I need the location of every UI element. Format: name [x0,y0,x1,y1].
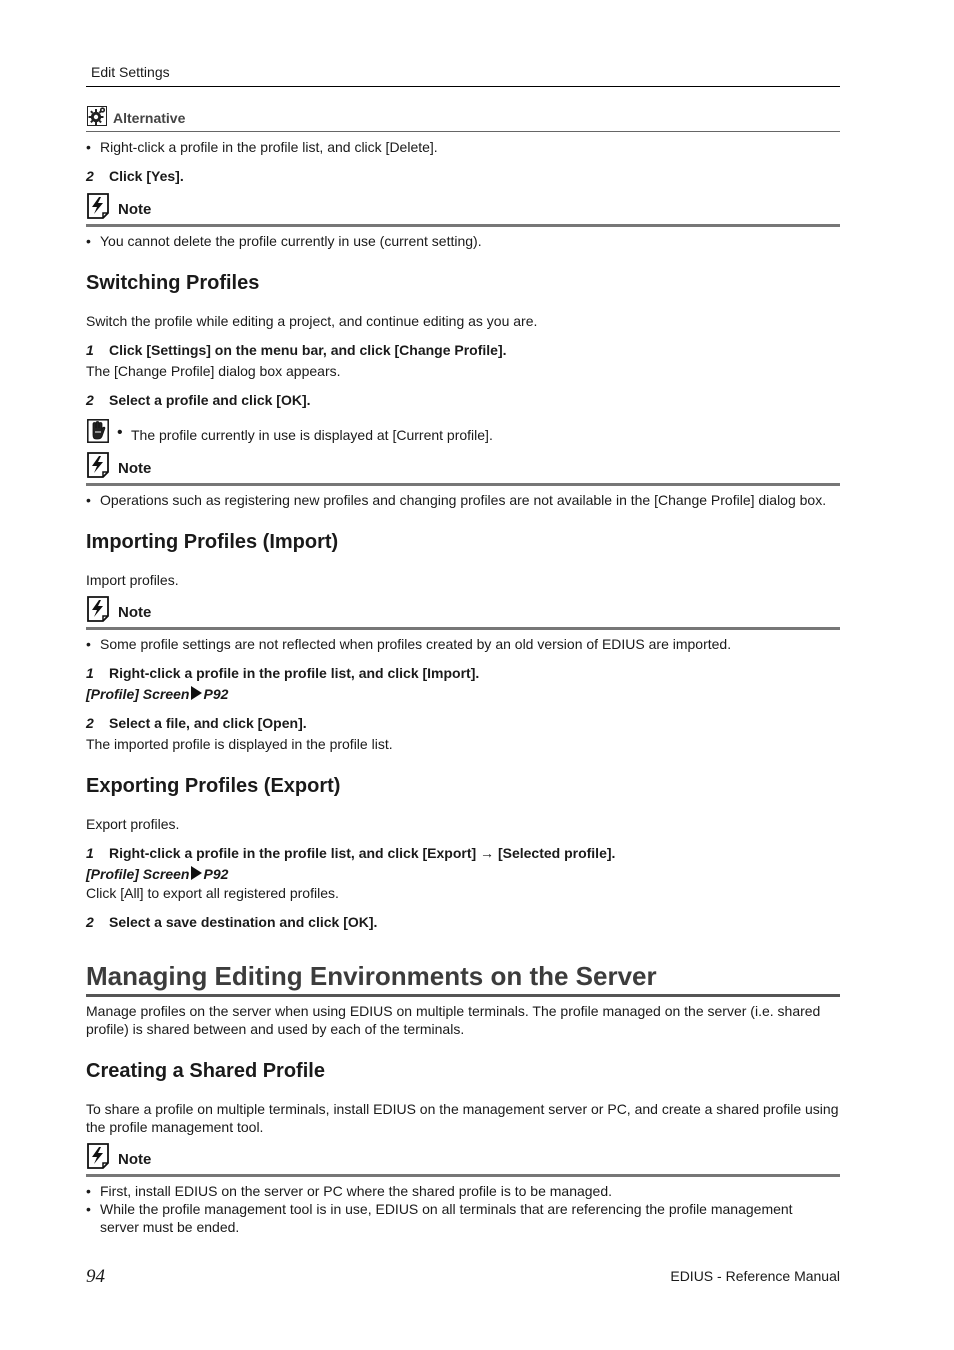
step-result: The imported profile is displayed in the profile list. [86,736,393,752]
section-title: Importing Profiles (Import) [86,531,339,553]
note-rule [86,627,840,630]
section-title: Exporting Profiles (Export) [86,775,341,797]
page-number: 94 [86,1266,105,1287]
note-label: Note [118,604,152,621]
step-result: The [Change Profile] dialog box appears. [86,363,341,379]
gear-icon [87,106,107,126]
note-label: Note [118,201,152,218]
section-title: Creating a Shared Profile [86,1060,325,1082]
tip-text: The profile currently in use is displayed at [Current profile]. [131,427,493,443]
alternative-rule [86,131,840,132]
alternative-label: Alternative [113,110,186,126]
arrow-right-icon [189,686,203,700]
arrow-right-icon [189,866,203,880]
hand-icon [87,419,109,443]
chapter-rule [86,994,840,997]
tip-bullet: • [117,424,123,441]
note-icon [86,193,110,219]
page-reference[interactable]: [Profile] Screen P92 [86,866,229,882]
page-reference[interactable]: [Profile] Screen P92 [86,686,229,702]
note-icon [86,596,110,622]
note-icon [86,1143,110,1169]
section-title: Switching Profiles [86,272,260,294]
note-rule [86,224,840,227]
note-rule [86,483,840,486]
note-label: Note [118,1151,152,1168]
footer-title: EDIUS - Reference Manual [670,1268,840,1284]
section-intro: Switch the profile while editing a project, and continue editing as you are. [86,313,538,329]
section-intro: To share a profile on multiple terminals, install EDIUS on the management server or PC, and create a shared profile using the profile management tool. [86,1101,839,1135]
step-result: Click [All] to export all registered profiles. [86,885,339,901]
header-rule [86,86,840,87]
section-intro: Export profiles. [86,816,180,832]
section-intro: Import profiles. [86,572,179,588]
running-header: Edit Settings [91,64,170,80]
chapter-title: Managing Editing Environments on the Server [86,961,657,991]
note-rule [86,1174,840,1177]
chapter-intro: Manage profiles on the server when using EDIUS on multiple terminals. The profile managed on the server (i.e. shared profile) is shared between and used by each of the terminals. [86,1003,821,1037]
note-label: Note [118,460,152,477]
note-icon [86,452,110,478]
